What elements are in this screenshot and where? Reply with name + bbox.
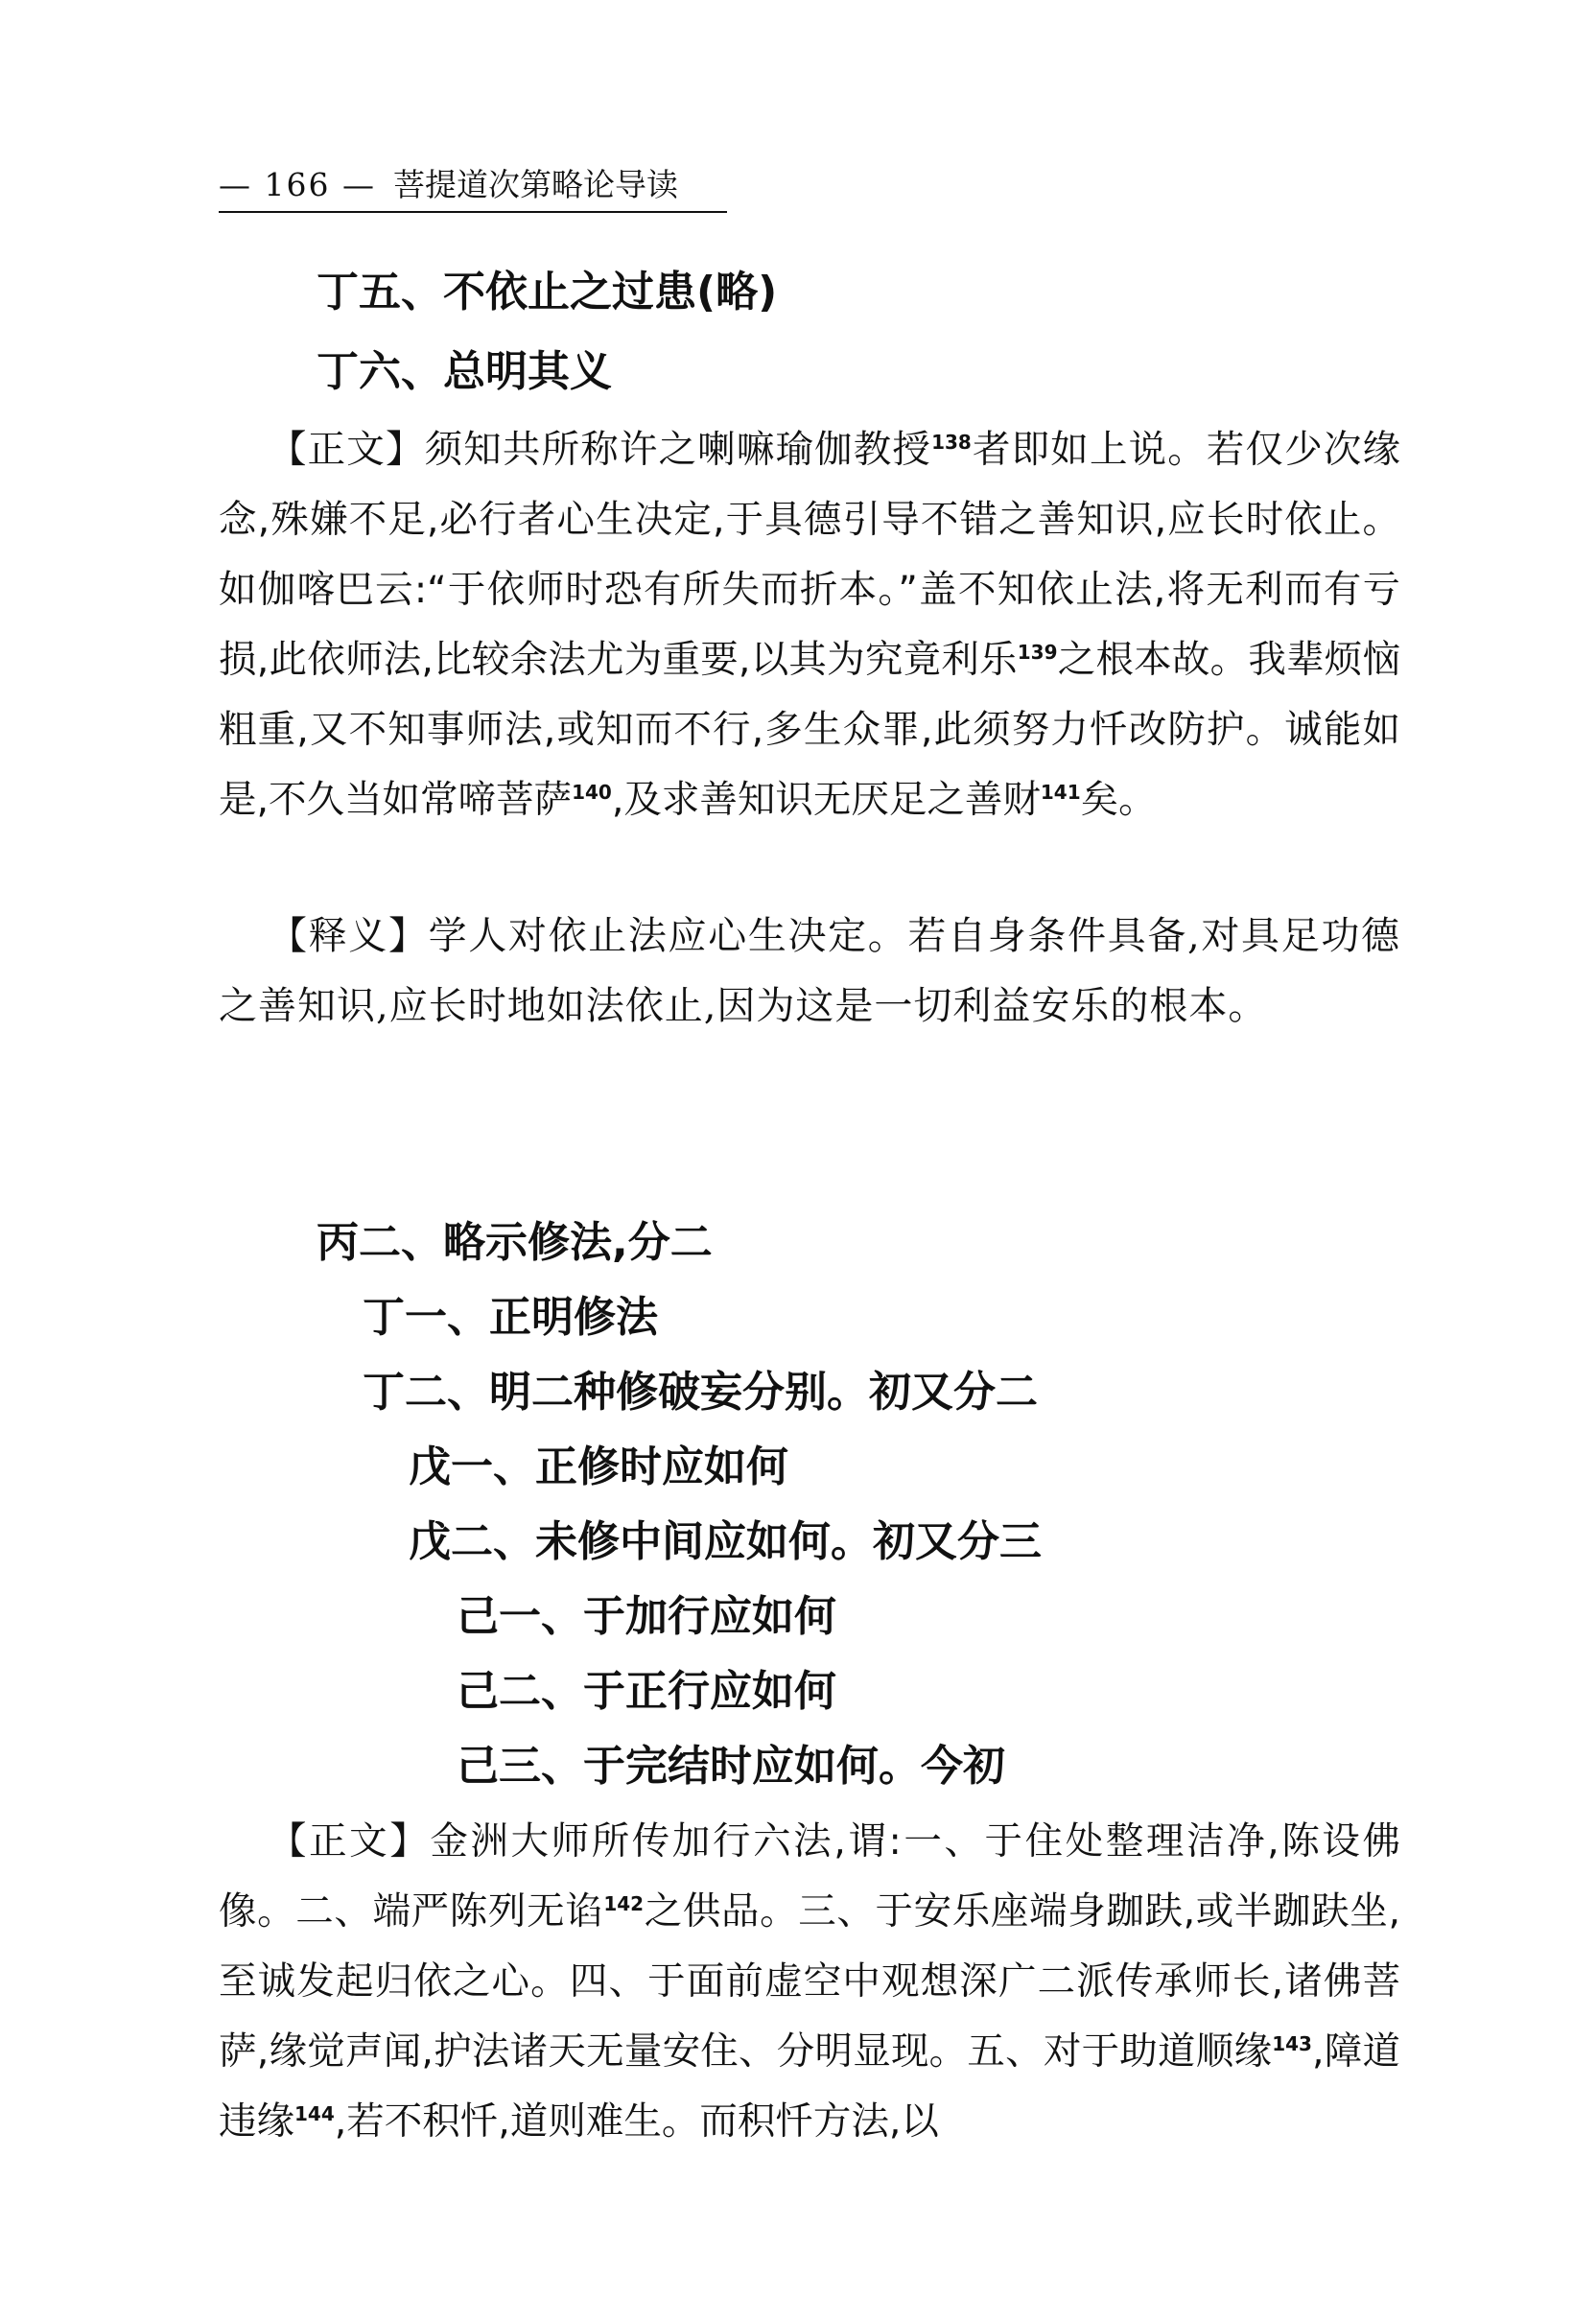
commentary-tag: 【释义】 (269, 914, 429, 958)
heading-wu2: 戊二、未修中间应如何。初又分三 (409, 1517, 1042, 1566)
footnote-marker: 139 (1017, 641, 1058, 664)
book-title: 菩提道次第略论导读 (392, 166, 678, 203)
heading-ji3: 己三、于完结时应如何。今初 (457, 1742, 1005, 1791)
footnote-marker: 141 (1040, 781, 1081, 804)
footnote-marker: 144 (294, 2102, 335, 2125)
footnote-marker: 142 (603, 1892, 645, 1915)
main-text-paragraph-2: 【正文】金洲大师所传加行六法,谓:一、于住处整理洁净,陈设佛像。二、端严陈列无谄$^{142}$之供品。三、于安乐座端身跏趺,或半跏趺坐,至诚发起归依之心。四、于面前虚空中观想深广二派传承师长,诸佛菩萨,缘觉声闻,护法诸天无量安住、分明显现。五、对于助道顺缘$^{143}$,障道违缘$^{144}$,若不积忏,道则难生。而积忏方法,以 (219, 1819, 1401, 2144)
heading-ding5: 丁五、不依止之过患(略) (317, 268, 778, 317)
heading-ding6: 丁六、总明其义 (317, 347, 612, 396)
heading-ji2: 己二、于正行应如何 (457, 1667, 836, 1716)
main-text-tag: 【正文】 (269, 1819, 431, 1864)
page-number: — 166 — (219, 166, 376, 203)
main-text-paragraph-1: 【正文】须知共所称许之喇嘛瑜伽教授$^{138}$者即如上说。若仅少次缘念,殊嫌不足,必行者心生决定,于具德引导不错之善知识,应长时依止。如伽喀巴云:“于依师时恐有所失而折本。”盖不知依止法,将无利而有亏损,此依师法,比较余法尤为重要,以其为究竟利乐$^{139}$之根本故。我辈烦恼粗重,又不知事师法,或知而不行,多生众罪,此须努力忏改防护。诚能如是,不久当如常啼菩萨$^{140}$,及求善知识无厌足之善财$^{141}$矣。 (219, 428, 1401, 822)
footnote-marker: 140 (572, 781, 612, 804)
footnote-marker: 138 (931, 431, 972, 454)
heading-ji1: 己一、于加行应如何 (457, 1592, 836, 1641)
heading-wu1: 戊一、正修时应如何 (409, 1442, 788, 1491)
heading-ding1: 丁一、正明修法 (363, 1293, 658, 1342)
footnote-marker: 143 (1272, 2032, 1312, 2055)
heading-bing2: 丙二、略示修法,分二 (317, 1218, 713, 1267)
commentary-paragraph: 【释义】学人对依止法应心生决定。若自身条件具备,对具足功德之善知识,应长时地如法依止,因为这是一切利益安乐的根本。 (219, 914, 1401, 1028)
main-text-tag: 【正文】 (269, 428, 425, 472)
heading-ding2: 丁二、明二种修破妄分别。初又分二 (363, 1368, 1038, 1417)
running-header (219, 165, 727, 213)
